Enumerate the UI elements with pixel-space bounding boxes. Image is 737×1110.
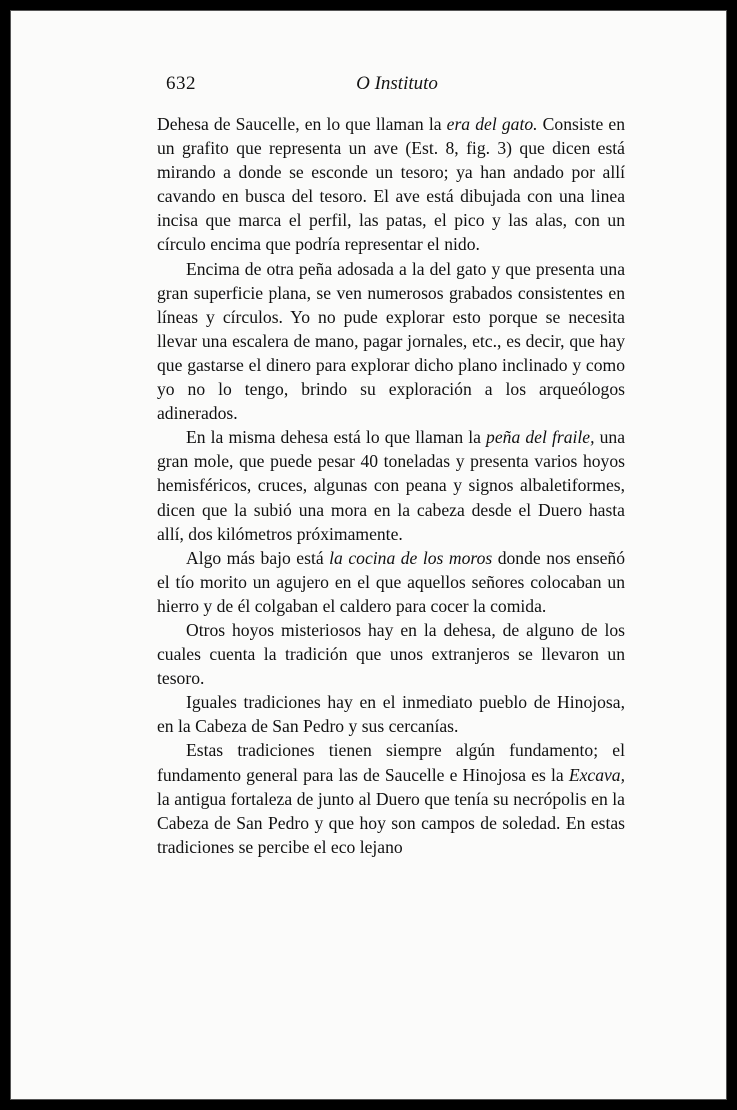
italic-phrase: peña del fraile, bbox=[486, 427, 595, 448]
page-header bbox=[158, 73, 636, 99]
text-run: una gran mole, que puede pesar 40 toneladas y presenta varios hoyos hemisféricos, cruces, algunas con peana y signos albaletiformes, dicen que la subió una mora en la cabeza desde el Duero hasta allí, dos kilómetros próximamente. bbox=[157, 427, 625, 544]
paragraph bbox=[157, 690, 625, 738]
text-run: Dehesa de Saucelle, en lo que llaman la bbox=[157, 114, 447, 134]
paragraph bbox=[157, 738, 625, 858]
italic-phrase: Excava, bbox=[568, 764, 625, 785]
text-run: Otros hoyos misteriosos hay en la dehesa, de alguno de los cuales cuenta la tradición que unos extranjeros se llevaron un tesoro. bbox=[157, 619, 625, 689]
text-run: En la misma dehesa está lo que llaman la bbox=[186, 427, 487, 448]
paragraph bbox=[157, 112, 625, 257]
text-run: donde nos enseñó el tío morito un agujero en el que aquellos señores colocaban un hierro y de él colgaban el caldero para cocer la comida. bbox=[157, 547, 626, 616]
page-number: 632 bbox=[166, 73, 196, 94]
body-text bbox=[157, 112, 625, 859]
text-run: la antigua fortaleza de junto al Duero que tenía su necrópolis en la Cabeza de San Pedro y que hoy son campos de soledad. En estas tradiciones se percibe el eco lejano bbox=[157, 788, 625, 857]
text-run: Estas tradiciones tienen siempre algún fundamento; el fundamento general para las de Saucelle e Hinojosa es la bbox=[157, 740, 625, 785]
text-run: Algo más bajo está bbox=[186, 547, 330, 568]
paragraph bbox=[157, 546, 625, 618]
paragraph bbox=[157, 425, 625, 545]
paragraph bbox=[157, 257, 625, 426]
text-run: Encima de otra peña adosada a la del gato y que presenta una gran superficie plana, se ven numerosos grabados consistentes en líneas y círculos. Yo no pude explorar esto porque se necesita llevar una escalera de mano, pagar jornales, etc., es decir, que hay que gastarse el dinero para explorar dicho plano inclinado y como yo no lo tengo, brindo su exploración a los arqueólogos adinerados. bbox=[157, 258, 625, 424]
italic-phrase: la cocina de los moros bbox=[329, 547, 493, 568]
italic-phrase: era del gato. bbox=[446, 114, 538, 134]
text-run: Consiste en un grafito que representa un ave (Est. 8, fig. 3) que dicen está mirando a donde se esconde un tesoro; ya han andado por allí cavando en busca del tesoro. El ave está dibujada con una linea incisa que marca el perfil, las patas, el pico y las alas, con un círculo encima que podría representar el nido. bbox=[157, 114, 626, 255]
running-title: O Instituto bbox=[356, 73, 438, 94]
paragraph bbox=[157, 618, 625, 690]
text-run: Iguales tradiciones hay en el inmediato pueblo de Hinojosa, en la Cabeza de San Pedro y sus cercanías. bbox=[157, 692, 625, 737]
